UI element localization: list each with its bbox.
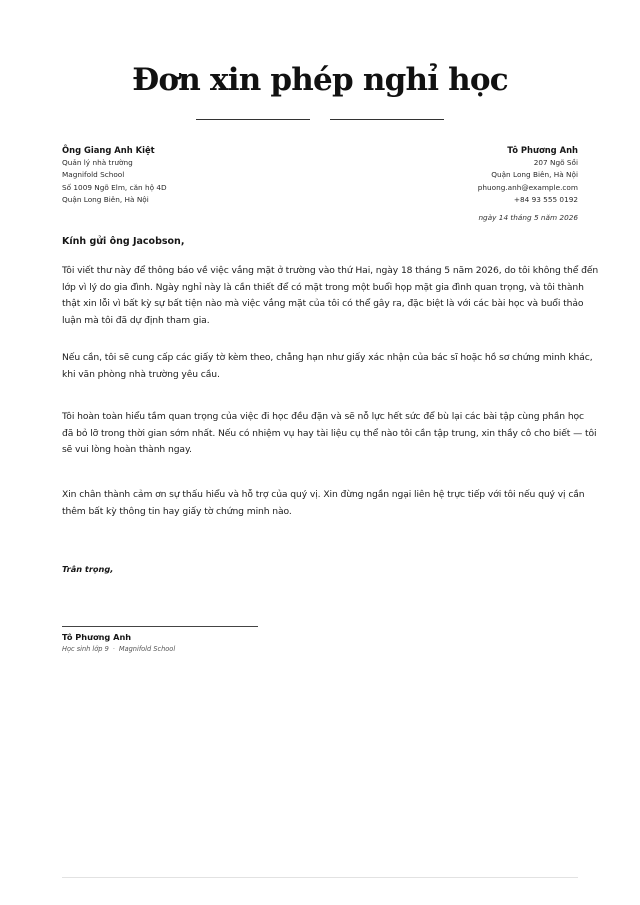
recipient-district: Quận Long Biên, Hà Nội xyxy=(62,195,149,205)
closing-phrase: Trân trọng, xyxy=(62,564,114,574)
paragraph-line: Tôi hoàn toàn hiểu tầm quan trọng của việc đi học đều đặn và sẽ nỗ lực hết sức để bù lại các bài tập cùng phần học xyxy=(62,411,585,422)
paragraph-line: khi văn phòng nhà trường yêu cầu. xyxy=(62,368,220,380)
sender-name: Tô Phương Anh xyxy=(507,145,578,155)
recipient-title: Quản lý nhà trường xyxy=(62,158,133,167)
recipient-school: Magnifold School xyxy=(62,170,125,180)
footer-divider xyxy=(62,877,578,878)
paragraph-line: luận mà tôi đã dự định tham gia. xyxy=(62,314,210,326)
title-divider-left xyxy=(196,119,310,120)
signature-line xyxy=(62,626,258,627)
body-paragraph-2 xyxy=(62,350,593,383)
recipient-street: Số 1009 Ngõ Elm, căn hộ 4D xyxy=(62,182,167,192)
signature-grade: Học sinh lớp 9 xyxy=(62,645,109,653)
paragraph-line: lớp vì lý do gia đình. Ngày nghỉ này là cần thiết để có mặt trong một buổi họp mặt gia đình quan trọng, và tôi thành xyxy=(62,281,584,293)
recipient-name: Ông Giang Anh Kiệt xyxy=(62,145,155,155)
paragraph-line: Tôi viết thư này để thông báo về việc vắng mặt ở trường vào thứ Hai, ngày 18 tháng 5 năm 2026, do tôi không thể đến xyxy=(62,265,599,276)
letter-date: ngày 14 tháng 5 năm 2026 xyxy=(478,213,578,222)
paragraph-line: Nếu cần, tôi sẽ cung cấp các giấy tờ kèm theo, chẳng hạn như giấy xác nhận của bác sĩ hoặc hồ sơ chứng minh khác, xyxy=(62,352,593,363)
paragraph-line: Xin chân thành cảm ơn sự thấu hiểu và hỗ trợ của quý vị. Xin đừng ngần ngại liên hệ trực tiếp với tôi nếu quý vị cần xyxy=(62,489,585,500)
body-paragraph-4 xyxy=(62,487,585,520)
sender-phone: +84 93 555 0192 xyxy=(513,195,578,205)
sender-email: phuong.anh@example.com xyxy=(477,182,578,192)
signature-role xyxy=(62,645,175,653)
page-title: Đơn xin phép nghỉ học xyxy=(132,62,508,98)
salutation: Kính gửi ông Jacobson, xyxy=(62,236,185,247)
title-divider-right xyxy=(330,119,444,120)
body-paragraph-1 xyxy=(62,263,599,329)
paragraph-line: đã bỏ lỡ trong thời gian sớm nhất. Nếu có nhiệm vụ hay tài liệu cụ thể nào tôi cần tập trung, xin thầy cô cho biết — tôi xyxy=(62,427,597,439)
sender-address-block xyxy=(318,144,578,207)
signature-school: Magnifold School xyxy=(118,645,176,653)
body-paragraph-3 xyxy=(62,409,597,459)
signature-name: Tô Phương Anh xyxy=(62,632,132,642)
paragraph-line: thật xin lỗi vì bất kỳ sự bất tiện nào mà việc vắng mặt của tôi có thể gây ra, đặc biệt là với các bài học và buổi thảo xyxy=(62,298,584,309)
paragraph-line: thêm bất kỳ thông tin hay giấy tờ chứng minh nào. xyxy=(62,505,292,517)
paragraph-line: sẽ vui lòng hoàn thành ngay. xyxy=(62,444,192,455)
recipient-address-block xyxy=(62,144,322,207)
sender-district: Quận Long Biên, Hà Nội xyxy=(491,170,578,180)
sender-street: 207 Ngõ Sồi xyxy=(533,158,578,167)
separator-dot: · xyxy=(112,645,115,653)
